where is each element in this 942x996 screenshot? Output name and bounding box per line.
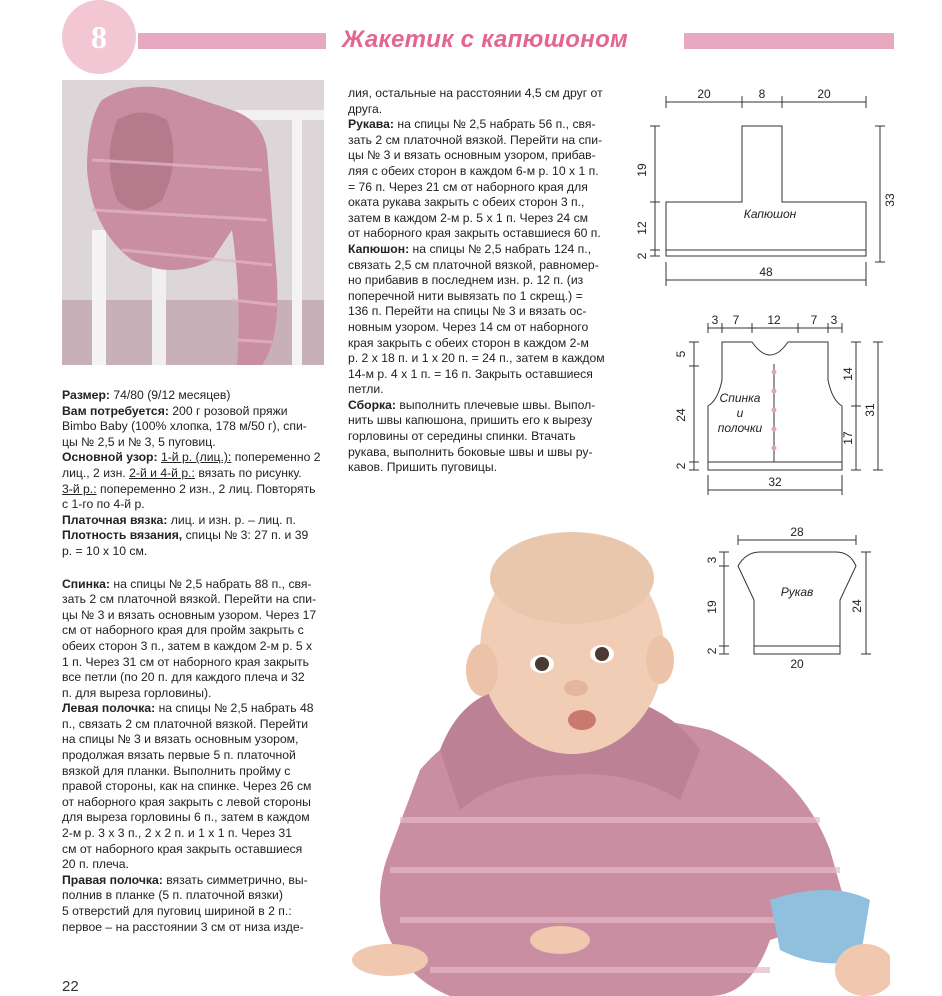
body-dim: 31 — [863, 403, 877, 417]
right-front-label: Правая полочка: — [62, 872, 163, 887]
materials-text: 200 г розовой пряжи — [168, 403, 288, 418]
garter-text: лиц. и изн. р. – лиц. п. — [167, 512, 296, 527]
left-front-text: от наборного края закрыть с левой стороны — [62, 794, 311, 809]
intro-text: лия, остальные на расстоянии 4,5 см друг от — [348, 86, 603, 100]
jacket-on-chair-photo — [62, 80, 324, 365]
button-dot — [772, 446, 777, 451]
body-dim: 3 — [711, 313, 719, 327]
intro-text: друга. — [348, 101, 383, 116]
assembly-text: нить швы капюшона, пришить его к вырезу — [348, 413, 593, 428]
body-dim: 17 — [841, 431, 855, 445]
left-front-text: вязкой для планки. Выполнить пройму с — [62, 763, 291, 778]
pattern-text: попеременно 2 — [231, 450, 321, 465]
sleeves-text: затем в каждом 2-м р. 5 х 1 п. Через 24 см — [348, 210, 589, 225]
hood-dim: 20 — [697, 87, 711, 101]
assembly-text: горловины от середины спинки. Втачать — [348, 429, 576, 444]
sleeve-dim: 24 — [850, 599, 864, 613]
pattern-row-label: 1-й р. (лиц.): — [160, 450, 232, 465]
right-front-text: 5 отверстий для пуговиц шириной в 2 п.: — [62, 904, 292, 918]
back-text: обеих сторон 3 п., затем в каждом 2-м р. 5 х — [62, 638, 313, 653]
assembly-text: рукава, выполнить боковые швы и швы ру- — [348, 444, 593, 459]
page-title: Жакетик с капюшоном — [342, 26, 629, 53]
pattern-text: попеременно 2 изн., 2 лиц. Повторять — [96, 481, 316, 496]
hood-dim: 33 — [883, 193, 897, 207]
body-label: и — [736, 406, 744, 420]
back-text: цы № 3 и вязать основным узором. Через 17 — [62, 607, 317, 622]
sleeve-dim: 19 — [705, 600, 719, 614]
left-front-text: для выреза горловины 6 п., затем в каждом — [62, 810, 310, 825]
hood-text: поперечной нити вывязать по 1 скрещ.) = — [348, 288, 583, 303]
sleeves-text: на спицы № 2,5 набрать 56 п., свя- — [393, 117, 596, 132]
assembly-text: кавов. Пришить пуговицы. — [348, 460, 498, 475]
right-front-text: вязать симметрично, вы- — [162, 872, 308, 887]
back-text: п. для выреза горловины). — [62, 685, 212, 700]
sleeve-label: Рукав — [780, 585, 814, 599]
body-label: Спинка — [719, 391, 761, 405]
sleeve-dim: 20 — [790, 657, 804, 670]
left-front-text: на спицы № 3 и вязать основным узором, — [62, 732, 299, 747]
back-text: зать 2 см платочной вязкой. Перейти на спи- — [62, 592, 317, 607]
left-front-text: см от наборного края закрыть оставшиеся — [62, 841, 303, 856]
assembly-label: Сборка: — [348, 397, 396, 412]
button-dot — [772, 427, 777, 432]
hood-text: на спицы № 2,5 набрать 124 п., — [409, 241, 592, 256]
pattern-text: с 1-го по 4-й р. — [62, 497, 145, 512]
hood-dim: 19 — [635, 163, 649, 177]
hood-text: 14-м р. 4 х 1 п. = 16 п. Закрыть оставшиеся — [348, 366, 593, 381]
hood-dim: 48 — [759, 265, 773, 279]
left-front-text: 20 п. плеча. — [62, 857, 129, 872]
pattern-text: лиц., 2 изн. — [62, 465, 130, 480]
back-label: Спинка: — [62, 576, 110, 591]
body-dim: 24 — [674, 408, 688, 422]
page-badge — [62, 0, 136, 74]
hood-dim: 20 — [817, 87, 831, 101]
sleeves-label: Рукава: — [348, 117, 394, 132]
gauge-text: спицы № 3: 27 п. и 39 — [182, 528, 309, 543]
left-front-text: п., связать 2 см платочной вязкой. Перейти — [62, 716, 309, 731]
left-front-text: на спицы № 2,5 набрать 48 — [155, 701, 314, 716]
back-text: все петли (по 20 п. для каждого плеча и 32 — [62, 670, 305, 685]
left-column — [62, 388, 328, 935]
sleeve-dim: 28 — [790, 525, 804, 539]
hood-text: петли. — [348, 382, 384, 397]
gauge-text: р. = 10 х 10 см. — [62, 543, 148, 558]
back-text: 1 п. Через 31 см от наборного края закрыть — [62, 654, 309, 669]
right-front-text: первое – на расстоянии 3 см от низа изде- — [62, 919, 304, 934]
hood-text: 136 п. Перейти на спицы № 3 и вязать ос- — [348, 304, 587, 319]
back-text: на спицы № 2,5 набрать 88 п., свя- — [109, 576, 312, 591]
hood-text: края закрыть с обеих сторон в каждом 2-м — [348, 335, 589, 350]
hood-dim: 12 — [635, 221, 649, 235]
header-bar-left — [138, 33, 326, 49]
sleeves-text: от наборного края закрыть оставшиеся 60 п. — [348, 226, 601, 241]
materials-label: Вам потребуется: — [62, 403, 169, 418]
baby-photo — [330, 520, 890, 996]
back-text: см от наборного края для пройм закрыть с — [62, 623, 304, 638]
hood-text: но прибавив в последнем изн. р. 12 п. (из — [348, 273, 584, 288]
pattern-row-label: 2-й и 4-й р.: — [129, 465, 195, 480]
sleeve-dim: 2 — [705, 647, 719, 655]
body-dim: 2 — [674, 462, 688, 470]
middle-column — [348, 86, 616, 476]
body-dim: 5 — [674, 350, 688, 358]
left-front-label: Левая полочка: — [62, 701, 156, 716]
sleeves-text: цы № 3 и вязать основным узором, прибав- — [348, 148, 596, 163]
pattern-row-label: 3-й р.: — [62, 481, 97, 496]
materials-text: цы № 2,5 и № 3, 5 пуговиц. — [62, 434, 216, 449]
garter-label: Платочная вязка: — [62, 512, 168, 527]
left-front-text: продолжая вязать первые 5 п. платочной — [62, 748, 296, 763]
hood-text: новным узором. Через 14 см от наборного — [348, 319, 589, 334]
body-dim: 12 — [767, 313, 781, 327]
body-diagram — [689, 323, 883, 495]
hood-dim: 2 — [635, 252, 649, 260]
pattern-text: вязать по рисунку. — [194, 465, 302, 480]
size-label: Размер: — [62, 388, 110, 402]
page-badge-number: 8 — [91, 18, 107, 55]
hood-dim: 8 — [758, 87, 766, 101]
sleeves-text: зать 2 см платочной вязкой. Перейти на спи- — [348, 132, 603, 147]
hood-text: связать 2,5 см платочной вязкой, равномер- — [348, 257, 599, 272]
body-dim: 14 — [841, 367, 855, 381]
header-bar-right — [684, 33, 894, 49]
hood-label: Капюшон — [743, 207, 797, 221]
button-dot — [772, 389, 777, 394]
hood-diagram — [650, 96, 885, 286]
gauge-label: Плотность вязания, — [62, 528, 183, 543]
sleeves-text: = 76 п. Через 21 см от наборного края для — [348, 179, 588, 194]
body-dim: 7 — [732, 313, 740, 327]
hood-text: р. 2 х 18 п. и 1 х 20 п. = 24 п., затем в каждом — [348, 351, 605, 366]
body-dim: 3 — [830, 313, 838, 327]
assembly-text: выполнить плечевые швы. Выпол- — [396, 397, 596, 412]
right-front-text: полнив в планке (5 п. платочной вязки) — [62, 888, 283, 903]
materials-text: Bimbo Baby (100% хлопка, 178 м/50 г), спи- — [62, 419, 307, 434]
button-dot — [772, 370, 777, 375]
left-front-text: 2-м р. 3 х 3 п., 2 х 2 п. и 1 х 1 п. Через 31 — [62, 826, 292, 841]
sleeve-dim: 3 — [705, 556, 719, 564]
pattern-label: Основной узор: — [62, 450, 158, 465]
body-dim: 32 — [768, 475, 782, 489]
left-front-text: правой стороны, как на спинке. Через 26 см — [62, 779, 312, 794]
body-label: полочки — [717, 421, 763, 435]
size-text: 74/80 (9/12 месяцев) — [109, 388, 231, 402]
button-dot — [772, 408, 777, 413]
page-number: 22 — [62, 978, 79, 995]
sleeves-text: ляя с обеих сторон в каждом 6-м р. 10 х 1 п. — [348, 163, 599, 178]
sleeves-text: оката рукава закрыть с обеих сторон 3 п., — [348, 195, 585, 210]
hood-label: Капюшон: — [348, 241, 410, 256]
body-dim: 7 — [810, 313, 818, 327]
